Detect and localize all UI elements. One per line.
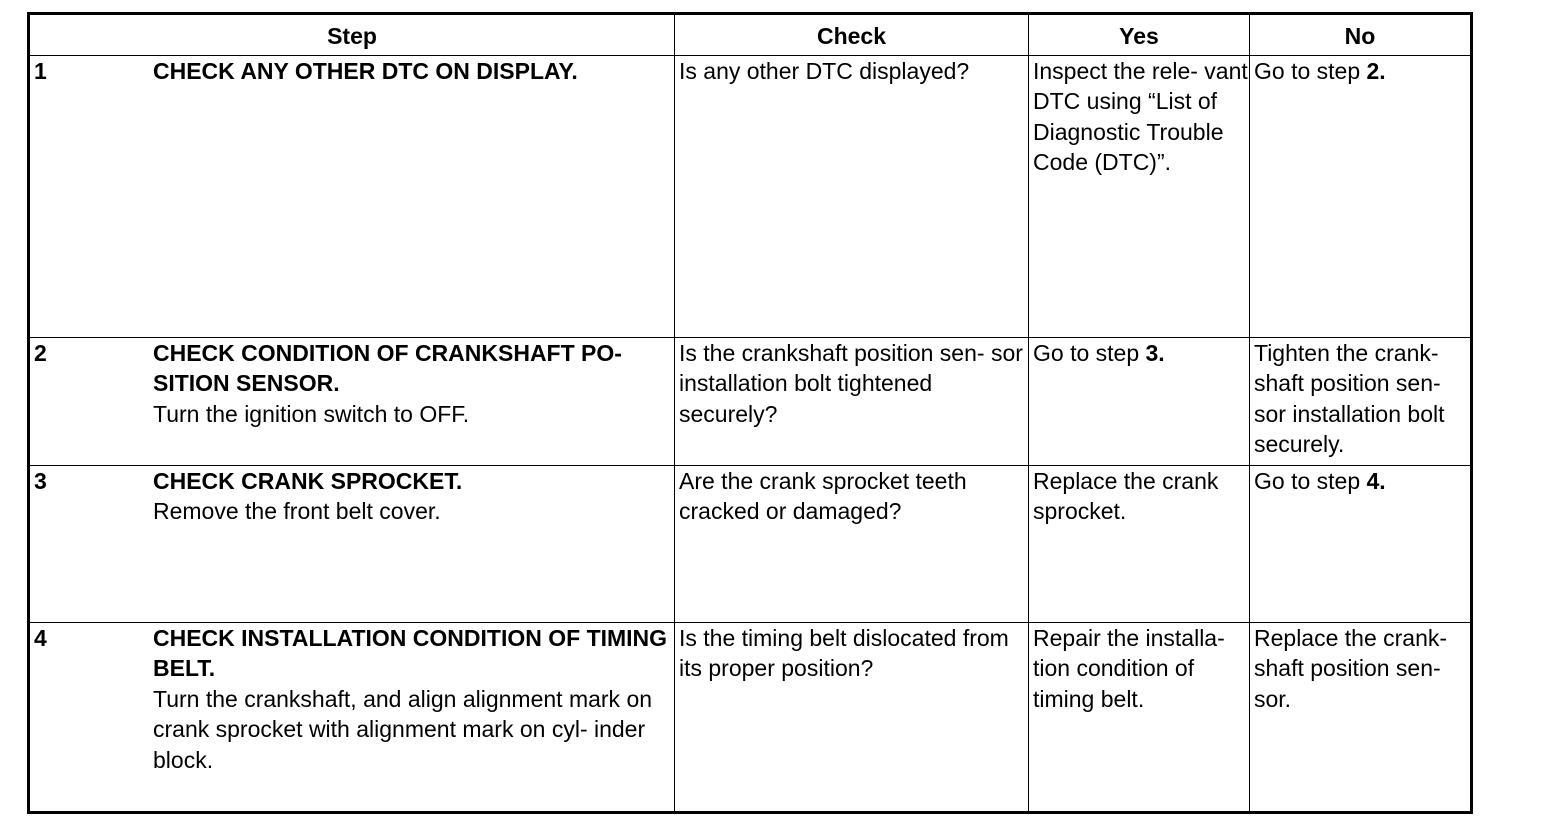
header-check: Check <box>675 14 1029 56</box>
check-cell <box>675 338 1029 466</box>
no-text <box>1254 466 1470 496</box>
table-row <box>29 623 1472 813</box>
yes-cell <box>1029 56 1250 338</box>
step-cell <box>29 623 675 813</box>
yes-cell <box>1029 338 1250 466</box>
header-step: Step <box>29 14 675 56</box>
step-cell <box>29 56 675 338</box>
no-step-ref: 4. <box>1366 468 1386 494</box>
step-instruction: Remove the front belt cover. <box>153 498 441 525</box>
yes-step-ref: 3. <box>1145 340 1165 366</box>
check-cell <box>675 466 1029 623</box>
no-prefix: Go to step <box>1254 468 1367 494</box>
step-title: CHECK CONDITION OF CRANKSHAFT PO- SITION SENSOR. <box>153 340 622 397</box>
table-row <box>29 338 1472 466</box>
yes-text <box>1033 338 1249 368</box>
yes-cell <box>1029 466 1250 623</box>
step-number: 4 <box>34 625 47 651</box>
check-cell <box>675 56 1029 338</box>
yes-text: Repair the installa- tion condition of timing belt. <box>1033 625 1225 712</box>
step-title: CHECK CRANK SPROCKET. <box>153 468 463 494</box>
no-text <box>1254 56 1470 86</box>
no-text: Replace the crank- shaft position sen- sor. <box>1254 625 1448 712</box>
no-step-ref: 2. <box>1366 58 1386 84</box>
no-cell <box>1250 623 1472 813</box>
no-cell <box>1250 338 1472 466</box>
header-no: No <box>1250 14 1472 56</box>
step-number: 3 <box>34 468 47 494</box>
yes-cell <box>1029 623 1250 813</box>
diagnostic-table <box>27 12 1473 814</box>
step-instruction: Turn the ignition switch to OFF. <box>153 400 470 427</box>
no-cell <box>1250 56 1472 338</box>
step-title: CHECK ANY OTHER DTC ON DISPLAY. <box>153 58 578 84</box>
yes-prefix: Go to step <box>1033 340 1146 366</box>
no-prefix: Go to step <box>1254 58 1367 84</box>
no-text: Tighten the crank- shaft position sen- sor installation bolt securely. <box>1254 340 1445 458</box>
step-instruction: Turn the crankshaft, and align alignment mark on crank sprocket with alignment mark on cyl- inder block. <box>153 685 653 773</box>
header-yes: Yes <box>1029 14 1250 56</box>
no-cell <box>1250 466 1472 623</box>
header-row <box>29 14 1472 56</box>
check-text: Is the timing belt dislocated from its proper position? <box>679 625 1009 682</box>
step-cell <box>29 466 675 623</box>
check-text: Is the crankshaft position sen- sor installation bolt tightened securely? <box>679 340 1023 427</box>
check-text: Is any other DTC displayed? <box>679 58 970 84</box>
yes-text: Inspect the rele- vant DTC using “List of Diagnostic Trouble Code (DTC)”. <box>1033 58 1248 176</box>
table-row <box>29 56 1472 338</box>
step-number: 2 <box>34 340 47 366</box>
step-cell <box>29 338 675 466</box>
table-row <box>29 466 1472 623</box>
check-text: Are the crank sprocket teeth cracked or damaged? <box>679 468 967 525</box>
step-number: 1 <box>34 58 47 84</box>
check-cell <box>675 623 1029 813</box>
yes-text: Replace the crank sprocket. <box>1033 468 1219 525</box>
step-title: CHECK INSTALLATION CONDITION OF TIMING BELT. <box>153 625 668 682</box>
